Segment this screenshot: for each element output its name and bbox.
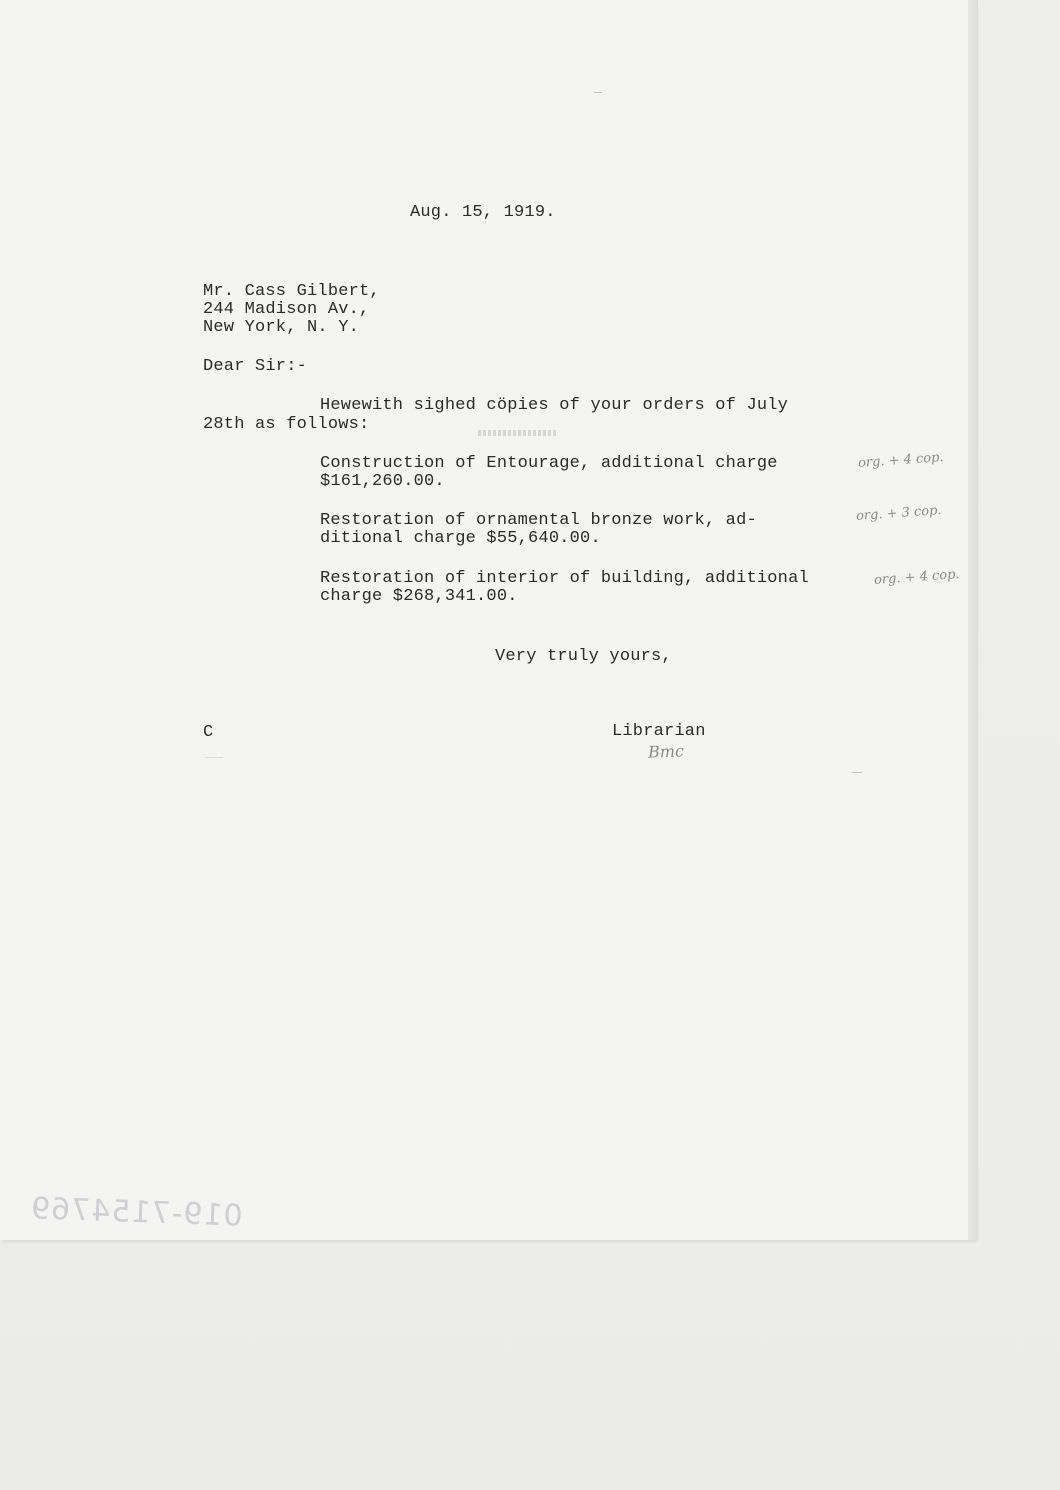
address-line-3: New York, N. Y. (203, 318, 360, 337)
enclosure-mark: C (203, 723, 214, 742)
ink-smudge (478, 430, 558, 436)
archive-id-bleedthrough: 019-7154769 (29, 1191, 244, 1234)
letter-date: Aug. 15, 1919. (410, 203, 556, 222)
item-1-line-1: Construction of Entourage, additional charge (320, 454, 778, 473)
paper-mark (594, 92, 602, 93)
item-2-line-2: ditional charge $55,640.00. (320, 529, 601, 548)
sheet-edge-shadow (968, 0, 978, 1240)
intro-line-1: Hewewith sighed cöpies of your orders of July (320, 396, 789, 415)
signature-title: Librarian (612, 722, 706, 741)
item-2-margin-note: org. + 3 cop. (855, 503, 943, 524)
intro-line-2: 28th as follows: (203, 415, 370, 434)
typist-initials: Bmc (647, 741, 685, 762)
item-3-margin-note: org. + 4 cop. (873, 567, 961, 588)
salutation: Dear Sir:- (203, 357, 308, 376)
item-1-line-2: $161,260.00. (320, 472, 445, 491)
address-line-1: Mr. Cass Gilbert, (203, 282, 380, 301)
paper-mark (205, 757, 223, 758)
address-line-2: 244 Madison Av., (203, 300, 370, 319)
item-3-line-2: charge $268,341.00. (320, 587, 518, 606)
paper-mark (852, 772, 862, 773)
item-3-line-1: Restoration of interior of building, additional (320, 569, 809, 588)
closing: Very truly yours, (495, 647, 672, 666)
item-1-margin-note: org. + 4 cop. (857, 450, 945, 471)
item-2-line-1: Restoration of ornamental bronze work, ad- (320, 511, 757, 530)
